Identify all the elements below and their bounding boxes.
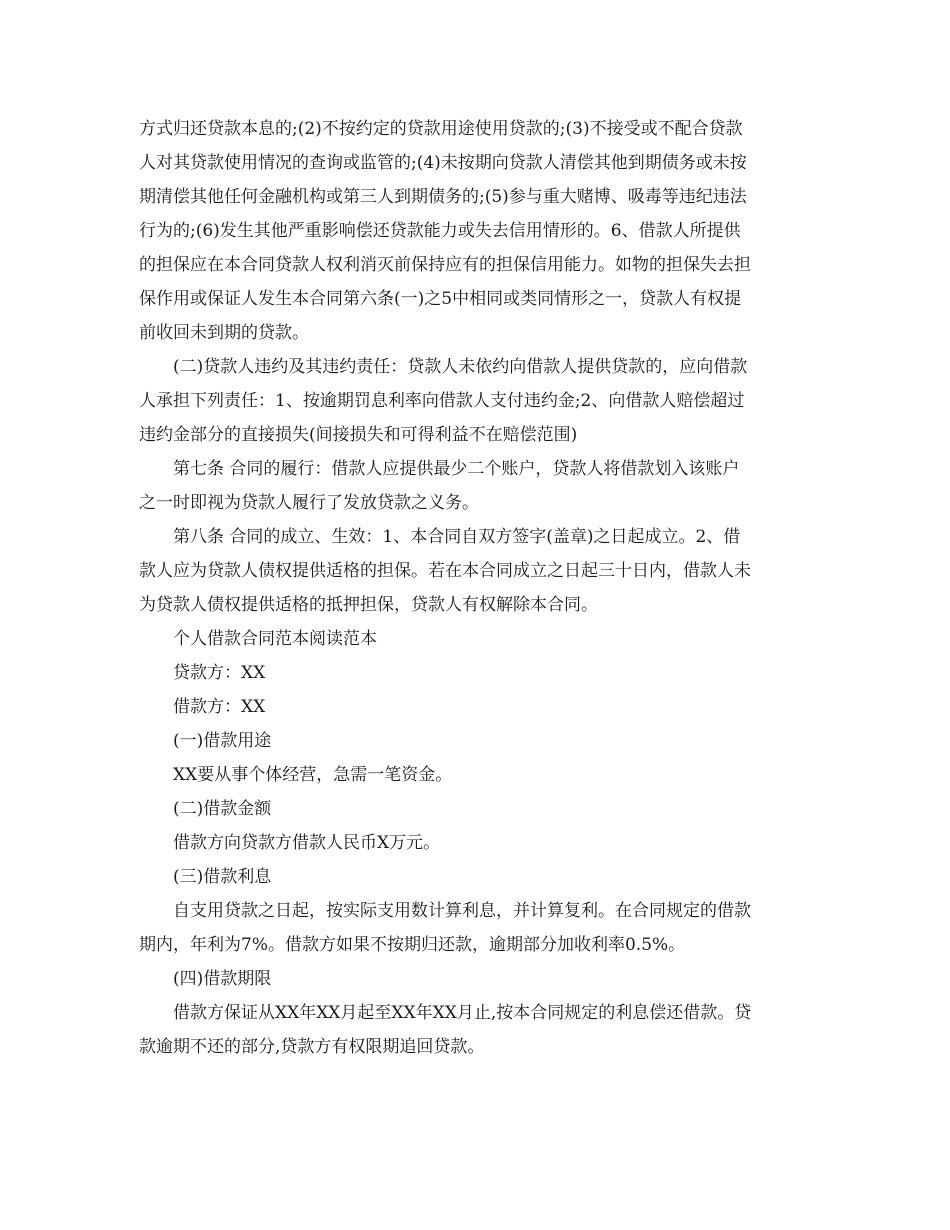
clause-heading: [139, 860, 814, 894]
text-line: 期清偿其他任何金融机构或第三人到期债务的;(5)参与重大赌博、吸毒等违纪违法: [139, 187, 747, 207]
text-line: 之一时即视为贷款人履行了发放贷款之义务。: [139, 493, 479, 513]
text-line: (三)借款利息: [173, 867, 272, 887]
text-line: 借款方：XX: [173, 697, 266, 717]
text-line: 自支用贷款之日起，按实际支用数计算利息，并计算复利。在合同规定的借款: [173, 901, 751, 921]
clause-heading: [139, 962, 814, 996]
text-line: 违约金部分的直接损失(间接损失和可得利益不在赔偿范围): [139, 425, 578, 445]
paragraph: [139, 826, 814, 860]
paragraph: [139, 350, 814, 452]
text-line: 的担保应在本合同贷款人权利消灭前保持应有的担保信用能力。如物的担保失去担: [139, 255, 751, 275]
text-line: 款人应为贷款人债权提供适格的担保。若在本合同成立之日起三十日内，借款人未: [139, 561, 751, 581]
text-line: 人对其贷款使用情况的查询或监管的;(4)未按期向贷款人清偿其他到期债务或未按: [139, 153, 747, 173]
text-line: 期内，年利为7%。借款方如果不按期归还款，逾期部分加收利率0.5%。: [139, 935, 686, 955]
paragraph: [139, 520, 814, 622]
text-line: 为贷款人债权提供适格的抵押担保，贷款人有权解除本合同。: [139, 595, 598, 615]
paragraph: [139, 758, 814, 792]
section-heading: [139, 622, 814, 656]
text-line: 款逾期不还的部分,贷款方有权限期追回贷款。: [139, 1037, 485, 1057]
clause-heading: [139, 724, 814, 758]
paragraph: [139, 996, 814, 1064]
text-line: 第八条 合同的成立、生效：1、本合同自双方签字(盖章)之日起成立。2、借: [173, 527, 741, 547]
document-page: [139, 112, 814, 1064]
paragraph: [139, 894, 814, 962]
text-line: (二)借款金额: [173, 799, 272, 819]
paragraph: [139, 452, 814, 520]
text-line: (四)借款期限: [173, 969, 272, 989]
text-line: 人承担下列责任：1、按逾期罚息利率向借款人支付违约金;2、向借款人赔偿超过: [139, 391, 745, 411]
text-line: 行为的;(6)发生其他严重影响偿还贷款能力或失去信用情形的。6、借款人所提供: [139, 221, 741, 241]
text-line: 保作用或保证人发生本合同第六条(一)之5中相同或类同情形之一，贷款人有权提: [139, 289, 742, 309]
text-line: 借款方保证从XX年XX月起至XX年XX月止,按本合同规定的利息偿还借款。贷: [173, 1003, 752, 1023]
text-line: (一)借款用途: [173, 731, 272, 751]
text-line: 前收回未到期的贷款。: [139, 323, 309, 343]
borrower-line: [139, 690, 814, 724]
paragraph: [139, 112, 814, 350]
text-line: 借款方向贷款方借款人民币X万元。: [173, 833, 441, 853]
text-line: 第七条 合同的履行：借款人应提供最少二个账户，贷款人将借款划入该账户: [173, 459, 740, 479]
text-line: 方式归还贷款本息的;(2)不按约定的贷款用途使用贷款的;(3)不接受或不配合贷款: [139, 119, 743, 139]
text-line: 个人借款合同范本阅读范本: [173, 629, 377, 649]
clause-heading: [139, 792, 814, 826]
text-line: 贷款方：XX: [173, 663, 266, 683]
text-line: XX要从事个体经营，急需一笔资金。: [173, 765, 453, 785]
text-line: (二)贷款人违约及其违约责任：贷款人未依约向借款人提供贷款的，应向借款: [173, 357, 748, 377]
lender-line: [139, 656, 814, 690]
